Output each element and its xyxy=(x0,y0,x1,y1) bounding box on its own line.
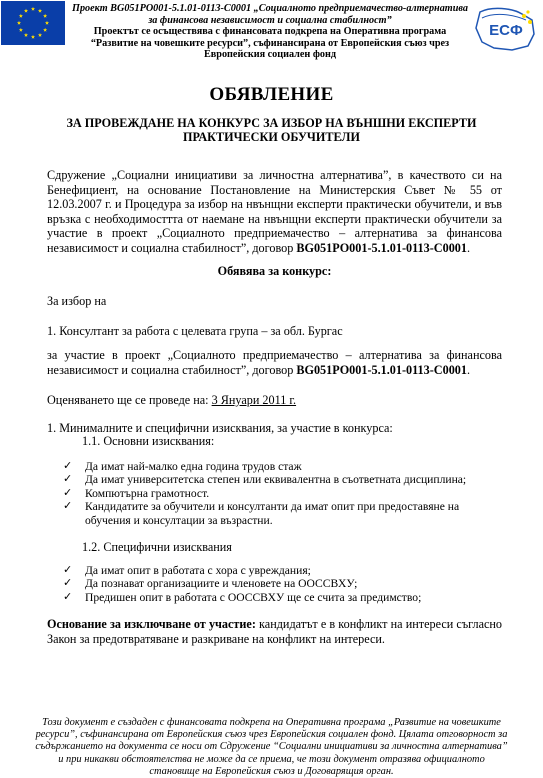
checkmark-icon: ✓ xyxy=(63,500,73,513)
basic-requirements-heading: 1.1. Основни изисквания: xyxy=(82,434,215,448)
header-funding-line-3: Европейския социален фонд xyxy=(204,49,336,60)
list-item xyxy=(62,500,502,527)
list-item xyxy=(62,564,502,577)
esf-logo-icon xyxy=(472,6,540,54)
intro-text: Сдружение „Социални инициативи за личностна алтернатива”, в качеството си на Бенефициент, на основание Постановление на Министерския Съвет № 55 от 12.03.2007 г. и Процедура за избор на нвънщни експерти практически обучители, и във връзка с необходимосттта от наемане на нвънщни експерти практически обучители за участие в проект „Социалното предприемачество – алтернатива за финансова независимост и социална стабилност”, договор xyxy=(47,168,502,255)
document-subtitle xyxy=(40,116,503,144)
intro-contract-number: BG051PO001-5.1.01-0113-C0001 xyxy=(296,240,467,255)
list-item-text: Да имат опит в работата с хора с увреждания; xyxy=(85,564,311,577)
evaluation-label: Оценяването ще се проведе на: xyxy=(47,393,212,407)
list-item xyxy=(62,460,502,473)
requirements-heading: 1. Минималните и специфични изисквания, за участие в конкурса: xyxy=(47,421,393,435)
subtitle-line-1: ЗА ПРОВЕЖДАНЕ НА КОНКУРС ЗА ИЗБОР НА ВЪНШНИ ЕКСПЕРТИ xyxy=(66,116,477,130)
evaluation-line xyxy=(47,393,502,408)
header-project-line-2: за финансова независимост и социална стабилност” xyxy=(148,14,392,26)
list-item xyxy=(62,473,502,486)
header-funding-line: Проектът се осъществява с финансовата подкрепа на Оперативна програма xyxy=(93,26,447,37)
participation-contract-number: BG051PO001-5.1.01-0113-C0001 xyxy=(296,362,467,377)
basic-requirements-list xyxy=(62,460,502,527)
list-item-text: Да имат университетска степен или еквивалентна в съответната дисциплина; xyxy=(85,473,467,487)
subtitle-line-2: ПРАКТИЧЕСКИ ОБУЧИТЕЛИ xyxy=(183,130,360,144)
intro-paragraph xyxy=(47,168,502,256)
exclusion-paragraph xyxy=(47,617,502,646)
participation-end: . xyxy=(466,362,471,377)
list-item-text: Кандидатите за обучители и консултанти да имат опит при предоставяне на обучения и консултации за възрастни. xyxy=(85,500,460,527)
list-item-text: Компютърна грамотност. xyxy=(85,486,210,500)
list-item xyxy=(62,577,502,590)
list-item xyxy=(62,487,502,500)
list-item-text: Предишен опит в работата с ООССВХУ ще се счита за предимство; xyxy=(85,590,422,604)
document-footer xyxy=(30,717,513,778)
esf-logo-text: ЕСФ xyxy=(489,22,523,39)
footer-line-3: съдържанието на документа се носи от Сдружение “Социални инициативи за личностна алтернатива” xyxy=(35,741,508,753)
checkmark-icon: ✓ xyxy=(63,590,73,603)
specific-requirements-list xyxy=(62,564,502,604)
participation-text: за участие в проект „Социалното предприемачество – алтернатива за финансова независимост и социална стабилност”, договор xyxy=(47,348,502,377)
list-item-text: Да познават организациите и членовете на ООССВХУ; xyxy=(85,577,358,591)
checkmark-icon: ✓ xyxy=(63,577,73,590)
checkmark-icon: ✓ xyxy=(63,486,73,499)
list-item-text: Да имат най-малко една година трудов стаж xyxy=(85,460,302,473)
exclusion-text: кандидатът е в конфликт на интереси съгласно Закон за предотвратяване и разкриване на конфликт на интереси. xyxy=(47,617,503,646)
evaluation-date: 3 Януари 2011 г. xyxy=(211,393,297,407)
list-item xyxy=(62,591,502,604)
footer-line-1: Този документ е създаден с финансовата подкрепа на Оперативна програма „Развитие на човешките xyxy=(42,717,501,728)
specific-requirements-heading: 1.2. Специфични изисквания xyxy=(82,540,232,554)
document-header xyxy=(0,0,543,66)
checkmark-icon: ✓ xyxy=(63,460,73,472)
announce-heading: Обявява за конкурс: xyxy=(217,264,332,278)
exclusion-label: Основание за изключване от участие: xyxy=(47,617,256,631)
participation-paragraph xyxy=(47,348,502,377)
header-project-line: Проект BG051PO001-5.1.01-0113-C0001 „Социалното предприемачество-алтернатива xyxy=(72,3,468,14)
footer-line-2: ресурси”, съфинансирана от Европейския съюз чрез Европейския социален фонд. Цялата отговорност за xyxy=(35,729,508,741)
header-funding-line-2: “Развитие на човешките ресурси”, съфинансирана от Европейския съюз чрез xyxy=(90,37,450,49)
footer-line-4: и при никакви обстоятелства не може да се приема, че този документ отразява официалното xyxy=(58,753,485,765)
checkmark-icon: ✓ xyxy=(63,473,73,486)
selection-for: За избор на xyxy=(47,294,107,308)
footer-line-5: становище на Европейския съюз и Договарящия орган. xyxy=(149,765,394,777)
document-title: ОБЯВЛЕНИЕ xyxy=(209,84,334,105)
position-title: 1. Консултант за работа с целевата група – за обл. Бургас xyxy=(47,324,343,338)
checkmark-icon: ✓ xyxy=(63,564,73,576)
eu-flag-icon xyxy=(1,1,65,45)
header-text xyxy=(70,3,470,61)
intro-end: . xyxy=(466,240,471,255)
